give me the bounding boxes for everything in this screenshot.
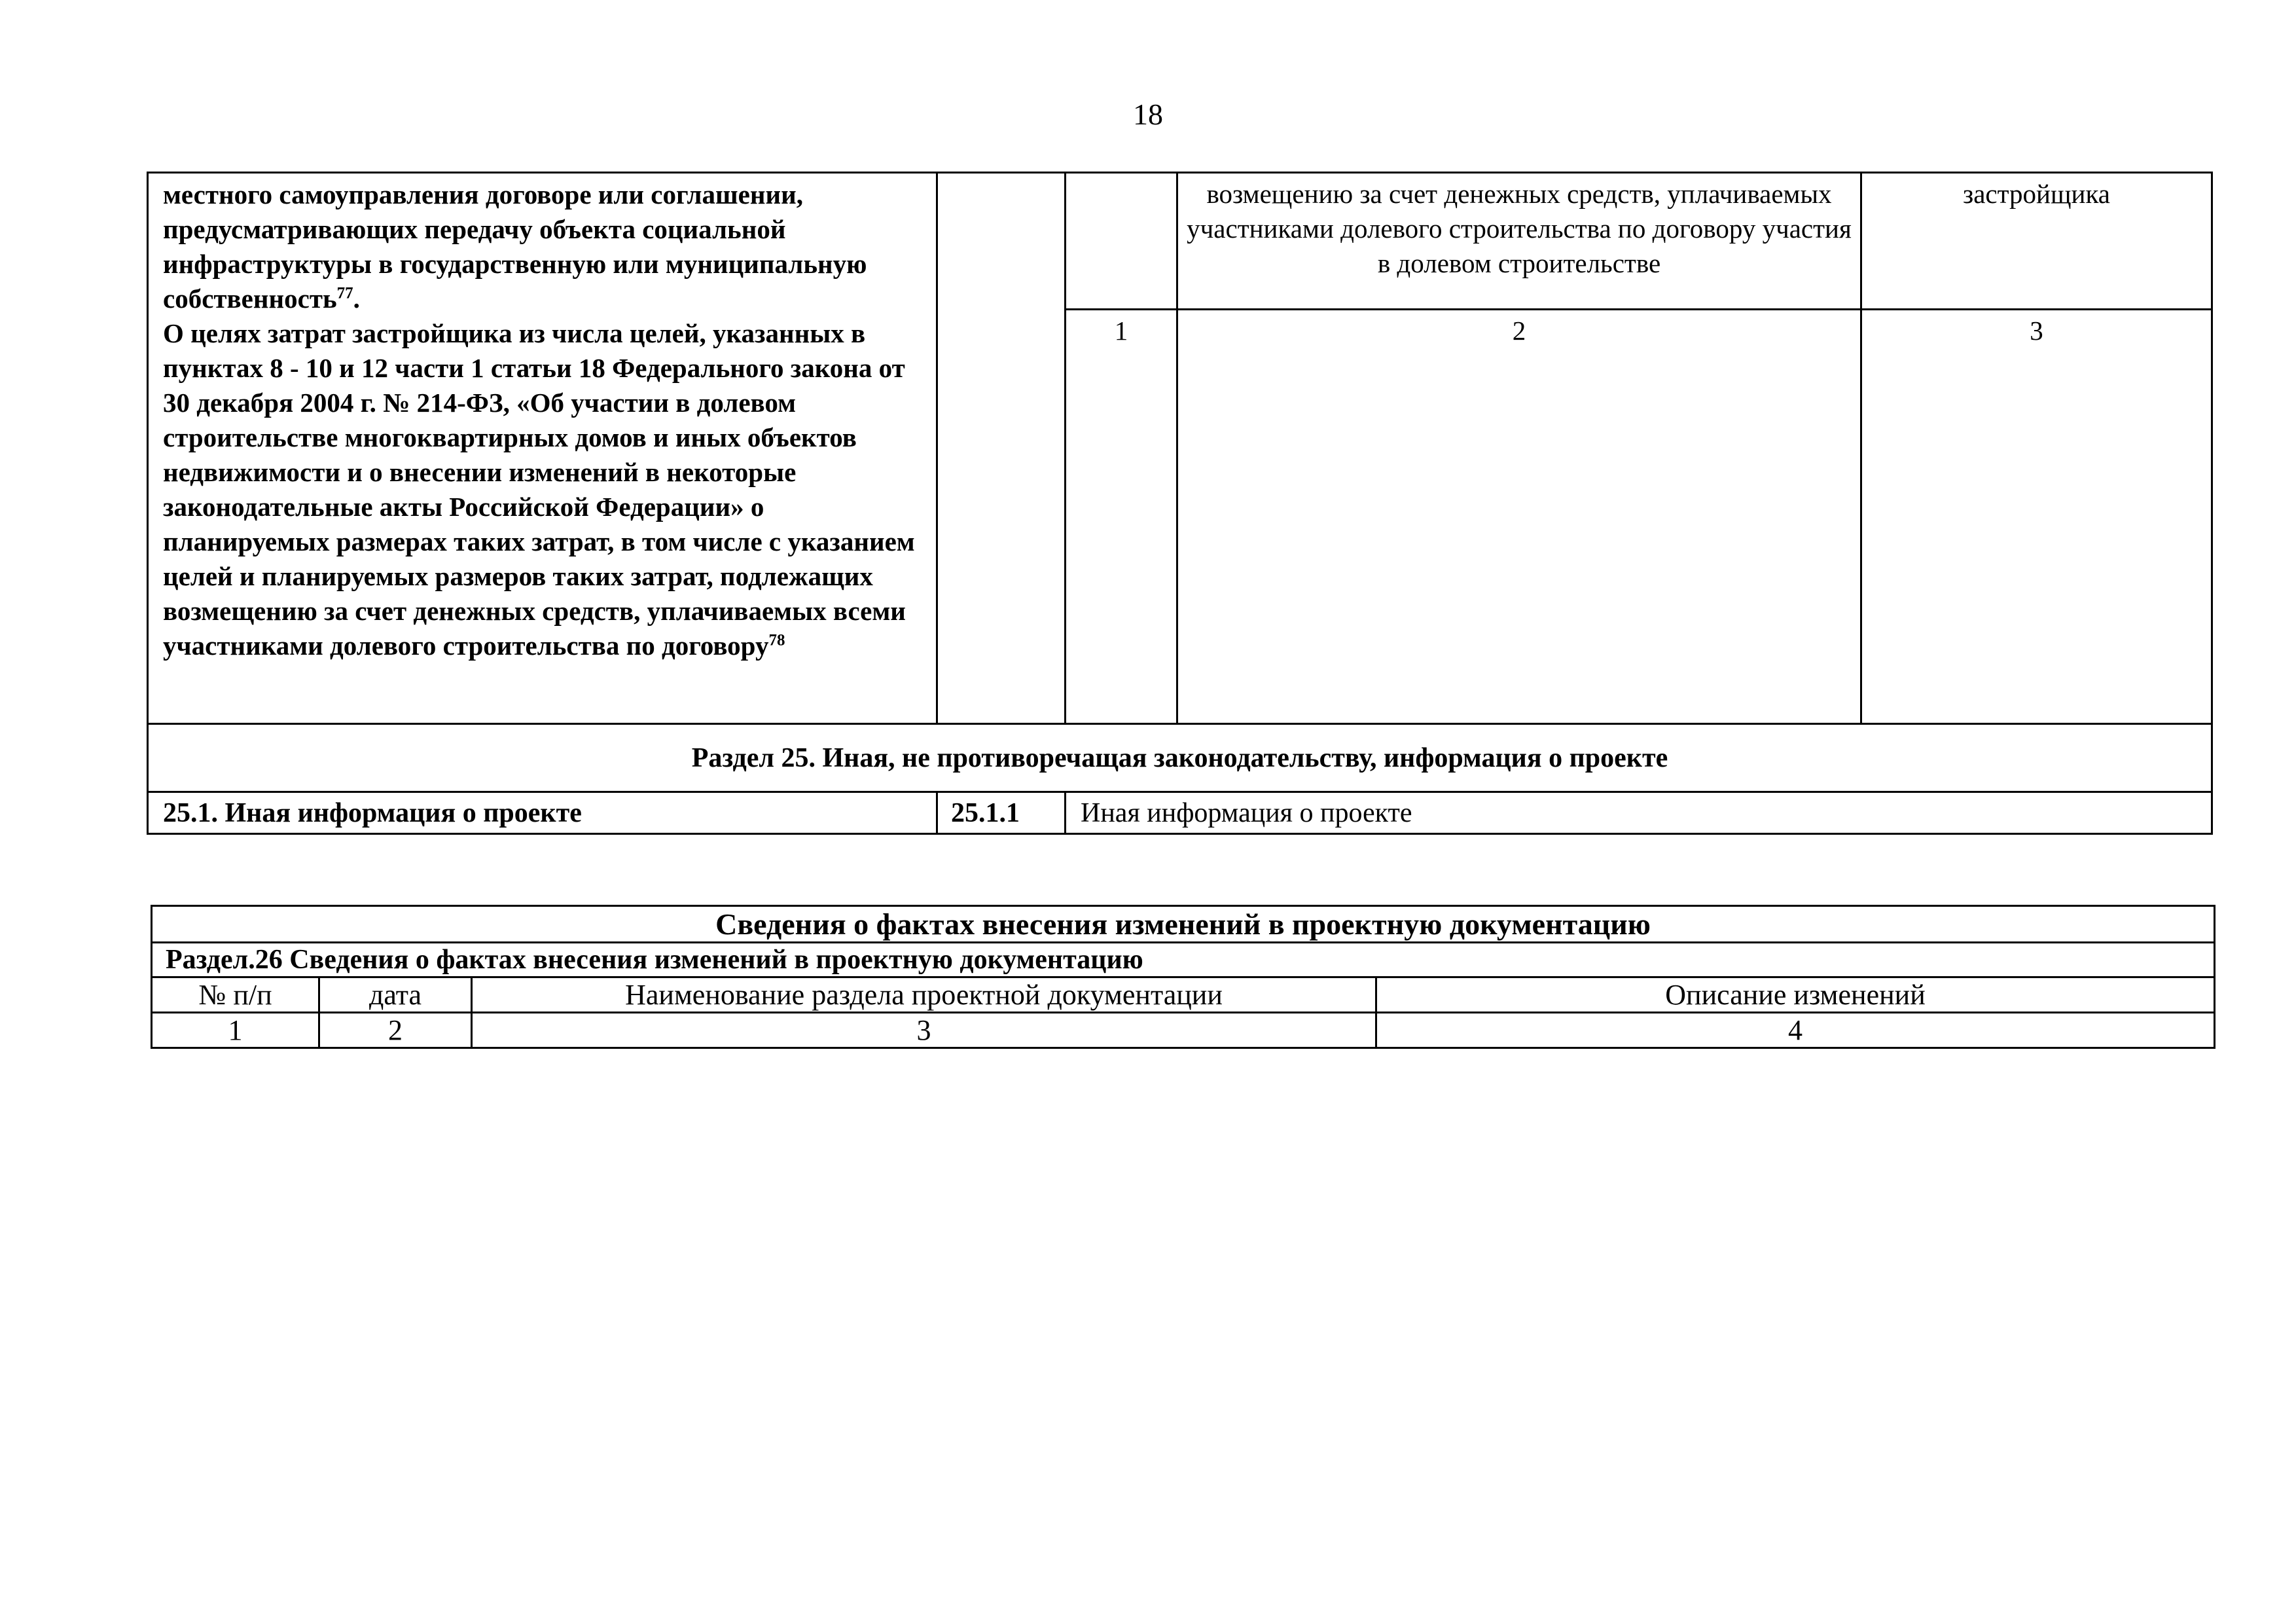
header-changes-description: Описание изменений [1376, 977, 2215, 1013]
col-number-3: 3 [1861, 310, 2212, 724]
footnote-77: 77 [336, 284, 353, 302]
col-num-1: 1 [152, 1013, 319, 1048]
empty-code-cell [937, 173, 1066, 724]
left-text-part1: местного самоуправления договоре или соглашении, предусматривающих передачу объекта социальной инфраструктуры в государственную или муниципальную собственность [163, 179, 867, 314]
changes-table-title: Сведения о фактах внесения изменений в проектную документацию [152, 906, 2215, 943]
left-text-period: . [353, 283, 360, 314]
documentation-changes-table [151, 905, 2215, 1049]
developer-costs-description-cell [148, 173, 937, 724]
header-col2: возмещению за счет денежных средств, уплачиваемых участниками долевого строительства по договору участия в долевом строительстве [1177, 173, 1861, 310]
footnote-78: 78 [768, 631, 785, 649]
left-text-part2: О целях затрат застройщика из числа целей, указанных в пунктах 8 - 10 и 12 части 1 статьи 18 Федерального закона от 30 декабря 2004 г. № 214-ФЗ, «Об участии в долевом строительстве многоквартирных домов и иных объектов недвижимости и о внесении изменений в некоторые законодательные акты Российской Федерации» о планируемых размерах таких затрат, в том числе с указанием целей и планируемых размеров таких затрат, подлежащих возмещению за счет денежных средств, уплачиваемых всеми участниками долевого строительства по договору [163, 318, 915, 661]
header-col3: застройщика [1861, 173, 2212, 310]
row-25-1-label: 25.1. Иная информация о проекте [148, 792, 937, 834]
col-number-1: 1 [1066, 310, 1177, 724]
page-number: 18 [1133, 98, 1163, 131]
section-26-title: Раздел.26 Сведения о фактах внесения изменений в проектную документацию [152, 943, 2215, 977]
project-info-table [147, 172, 2213, 835]
col-num-3: 3 [472, 1013, 1376, 1048]
row-25-1-code: 25.1.1 [937, 792, 1066, 834]
col-num-2: 2 [319, 1013, 472, 1048]
header-date: дата [319, 977, 472, 1013]
empty-header-cell [1066, 173, 1177, 310]
col-num-4: 4 [1376, 1013, 2215, 1048]
section-25-title: Раздел 25. Иная, не противоречащая законодательству, информация о проекте [148, 724, 2212, 792]
row-25-1-value: Иная информация о проекте [1066, 792, 2212, 834]
col-number-2: 2 [1177, 310, 1861, 724]
header-section-name: Наименование раздела проектной документации [472, 977, 1376, 1013]
header-number: № п/п [152, 977, 319, 1013]
